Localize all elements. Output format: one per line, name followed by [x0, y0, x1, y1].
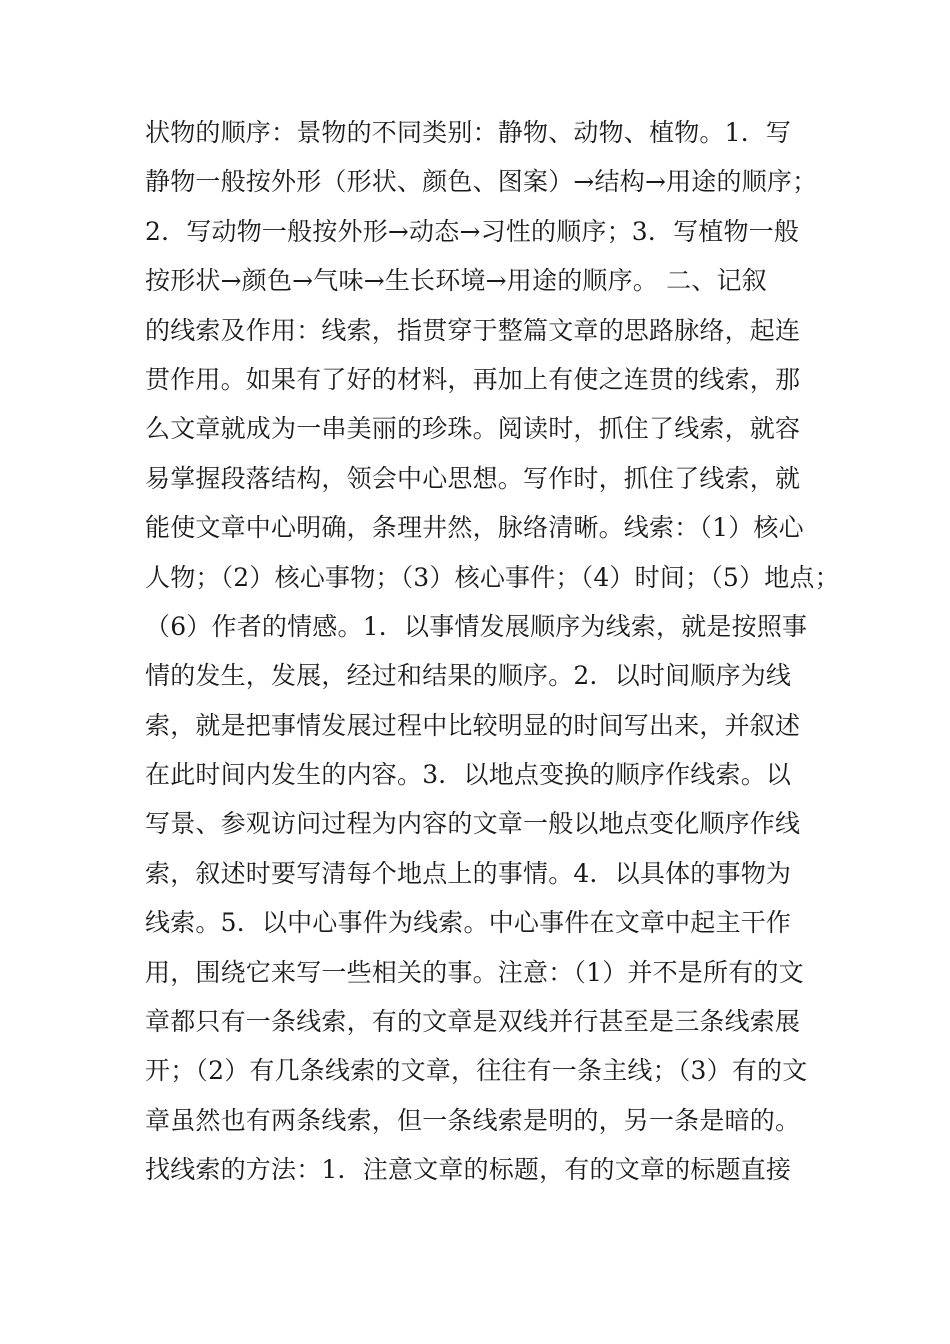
text-line: 索，叙述时要写清每个地点上的事情。4．以具体的事物为 [145, 858, 792, 888]
text-line: 章都只有一条线索，有的文章是双线并行甚至是三条线索展 [145, 1007, 801, 1037]
text-line: 么文章就成为一串美丽的珍珠。阅读时，抓住了线索，就容 [145, 414, 801, 444]
text-line: 情的发生，发展，经过和结果的顺序。2．以时间顺序为线 [145, 661, 792, 691]
text-line: 状物的顺序：景物的不同类别：静物、动物、植物。1．写 [145, 118, 792, 147]
text-line: （6）作者的情感。1．以事情发展顺序为线索，就是按照事 [145, 611, 808, 641]
text-line: 按形状→颜色→气味→生长环境→用途的顺序。 二、记叙 [145, 266, 767, 296]
text-line: 开；（2）有几条线索的文章，往往有一条主线；（3）有的文 [145, 1056, 808, 1086]
text-line: 静物一般按外形（形状、颜色、图案）→结构→用途的顺序； [145, 167, 818, 197]
text-line: 贯作用。如果有了好的材料，再加上有使之连贯的线索，那 [145, 364, 801, 394]
text-line: 找线索的方法：1．注意文章的标题，有的文章的标题直接 [145, 1155, 792, 1185]
body-text [145, 108, 840, 1195]
text-line: 2．写动物一般按外形→动态→习性的顺序；3．写植物一般 [145, 216, 800, 246]
text-line: 的线索及作用：线索，指贯穿于整篇文章的思路脉络，起连 [145, 315, 801, 345]
text-line: 在此时间内发生的内容。3．以地点变换的顺序作线索。以 [145, 760, 792, 790]
text-line: 易掌握段落结构，领会中心思想。写作时，抓住了线索，就 [145, 463, 801, 493]
text-line: 用，围绕它来写一些相关的事。注意：（1）并不是所有的文 [145, 957, 804, 987]
text-line: 写景、参观访问过程为内容的文章一般以地点变化顺序作线 [145, 809, 801, 839]
text-line: 能使文章中心明确，条理井然，脉络清晰。线索：（1）核心 [145, 513, 804, 543]
text-line: 章虽然也有两条线索，但一条线索是明的，另一条是暗的。 [145, 1105, 801, 1135]
text-line: 线索。5．以中心事件为线索。中心事件在文章中起主干作 [145, 908, 792, 938]
text-line: 人物；（2）核心事物；（3）核心事件；（4）时间；（5）地点； [145, 562, 840, 592]
text-line: 索，就是把事情发展过程中比较明显的时间写出来，并叙述 [145, 710, 801, 740]
